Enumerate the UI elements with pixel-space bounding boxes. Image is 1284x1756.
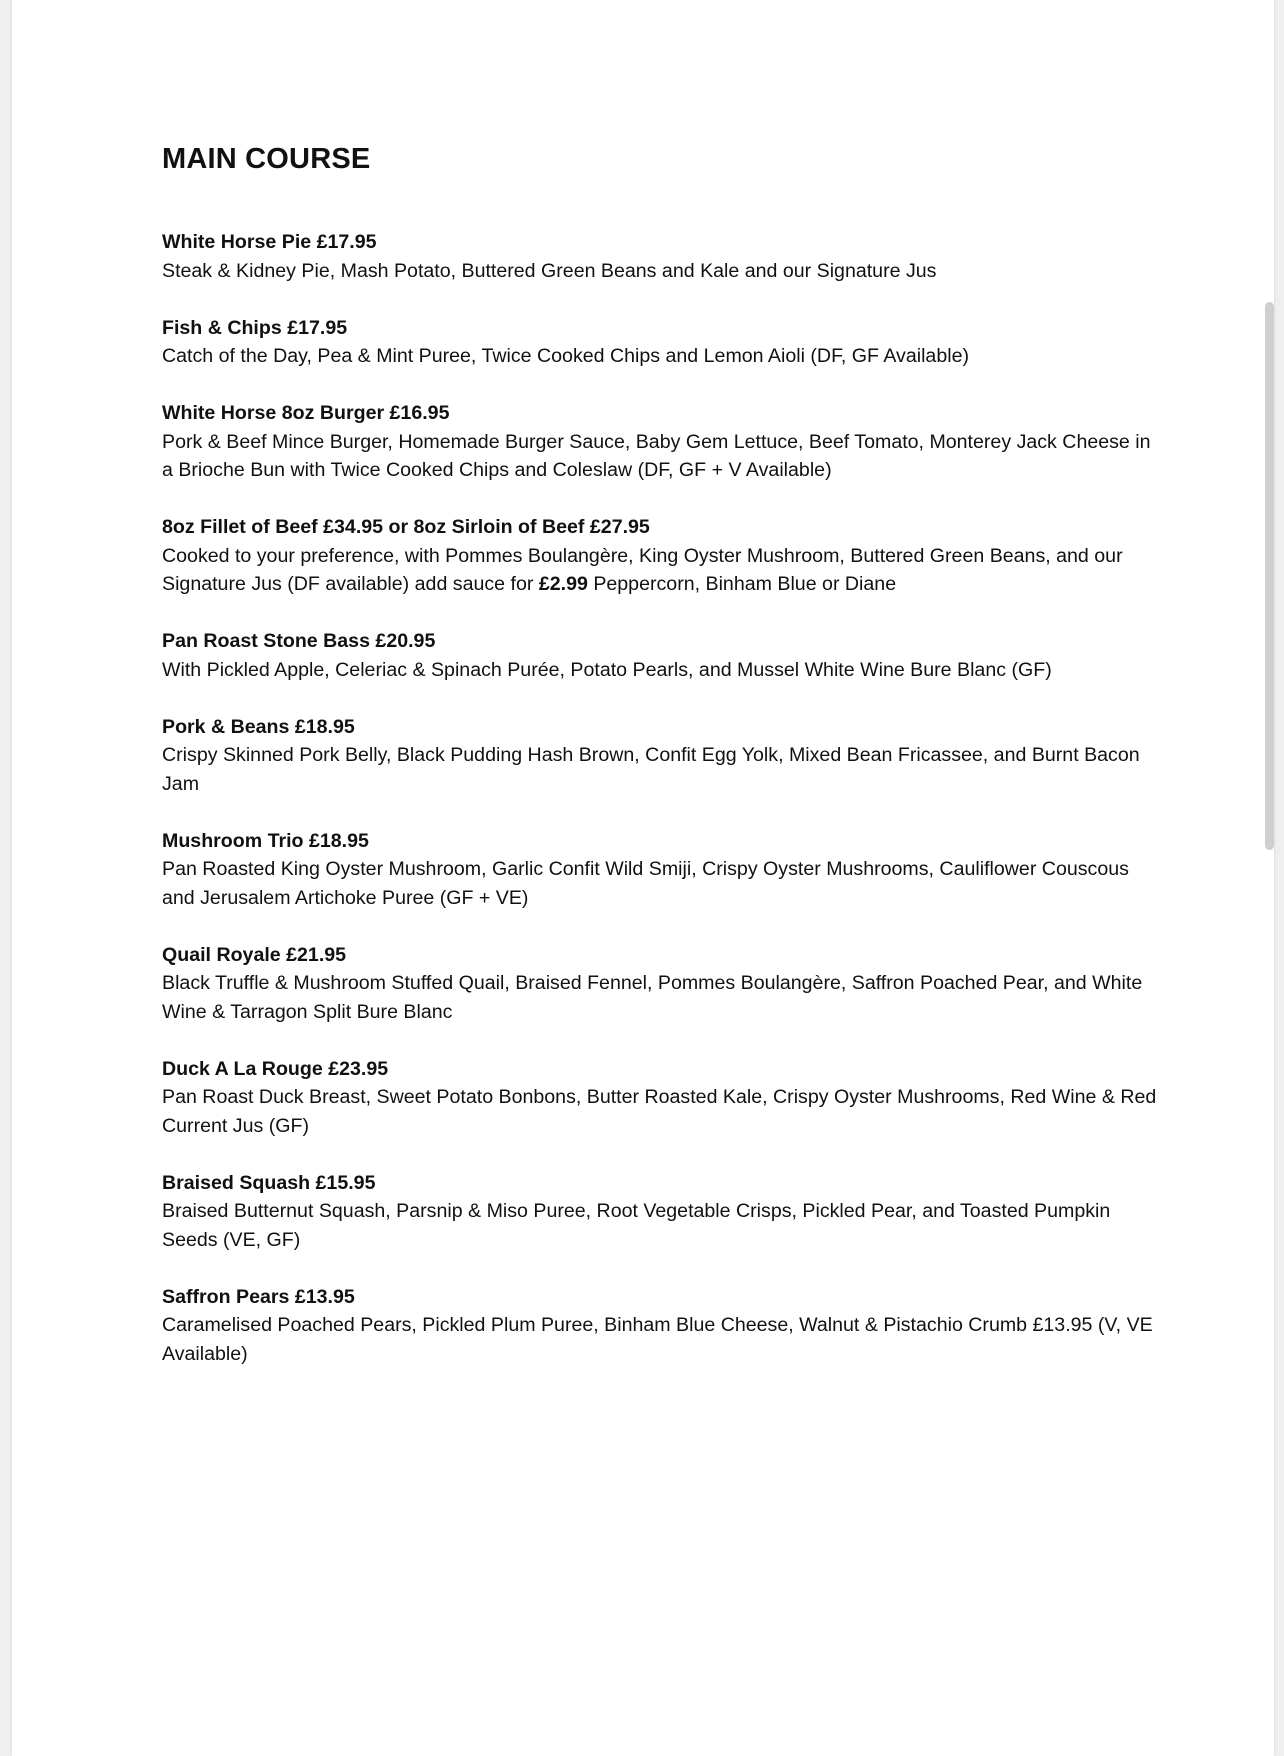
menu-item [162,1283,1162,1369]
item-description: Braised Butternut Squash, Parsnip & Miso Puree, Root Vegetable Crisps, Pickled Pear, and Toasted Pumpkin Seeds (VE, GF) [162,1200,1111,1251]
menu-item [162,513,1162,599]
item-title: White Horse 8oz Burger £16.95 [162,402,450,424]
item-description: Crispy Skinned Pork Belly, Black Pudding Hash Brown, Confit Egg Yolk, Mixed Bean Fricassee, and Burnt Bacon Jam [162,744,1140,795]
section-heading: MAIN COURSE [162,143,371,175]
menu-item [162,314,1162,371]
item-title: Pan Roast Stone Bass £20.95 [162,630,436,652]
menu-item [162,827,1162,913]
item-description: Pan Roasted King Oyster Mushroom, Garlic Confit Wild Smiji, Crispy Oyster Mushrooms, Cauliflower Couscous and Jerusalem Artichoke Puree (GF + VE) [162,858,1129,909]
menu-page [12,0,1274,1756]
item-description-text: Cooked to your preference, with Pommes Boulangère, King Oyster Mushroom, Buttered Green Beans, and our Signature Jus (DF available) add sauce for [162,544,1123,595]
item-description [162,542,1162,599]
item-title: 8oz Fillet of Beef £34.95 or 8oz Sirloin of Beef £27.95 [162,516,650,538]
menu-item [162,228,1162,285]
vertical-scrollbar-thumb[interactable] [1265,302,1274,850]
item-description: Caramelised Poached Pears, Pickled Plum Puree, Binham Blue Cheese, Walnut & Pistachio Crumb £13.95 (V, VE Available) [162,1314,1153,1365]
menu-item [162,941,1162,1027]
item-description: With Pickled Apple, Celeriac & Spinach Purée, Potato Pearls, and Mussel White Wine Bure Blanc (GF) [162,658,1052,681]
menu-item [162,399,1162,485]
item-description: Pork & Beef Mince Burger, Homemade Burger Sauce, Baby Gem Lettuce, Beef Tomato, Monterey Jack Cheese in a Brioche Bun with Twice Cooked Chips and Coleslaw (DF, GF + V Available) [162,430,1151,481]
item-title: Saffron Pears £13.95 [162,1285,355,1308]
item-title: Fish & Chips £17.95 [162,316,348,339]
item-description: Pan Roast Duck Breast, Sweet Potato Bonbons, Butter Roasted Kale, Crispy Oyster Mushrooms, Red Wine & Red Current Jus (GF) [162,1086,1157,1137]
menu-item [162,713,1162,799]
item-title: Quail Royale £21.95 [162,943,347,966]
menu-list [162,228,1162,1397]
item-title: White Horse Pie £17.95 [162,231,377,253]
menu-item [162,1055,1162,1141]
item-description: Catch of the Day, Pea & Mint Puree, Twice Cooked Chips and Lemon Aioli (DF, GF Available) [162,345,970,367]
menu-item [162,1169,1162,1255]
menu-item [162,627,1162,684]
item-description: Steak & Kidney Pie, Mash Potato, Buttered Green Beans and Kale and our Signature Jus [162,259,937,282]
item-title: Pork & Beans £18.95 [162,715,355,738]
item-title: Mushroom Trio £18.95 [162,829,369,852]
item-title: Braised Squash £15.95 [162,1171,376,1194]
item-description-text: Peppercorn, Binham Blue or Diane [587,573,897,595]
item-description: Black Truffle & Mushroom Stuffed Quail, Braised Fennel, Pommes Boulangère, Saffron Poached Pear, and White Wine & Tarragon Split Bure Blanc [162,972,1143,1023]
sauce-price: £2.99 [538,573,588,595]
item-title: Duck A La Rouge £23.95 [162,1057,389,1080]
